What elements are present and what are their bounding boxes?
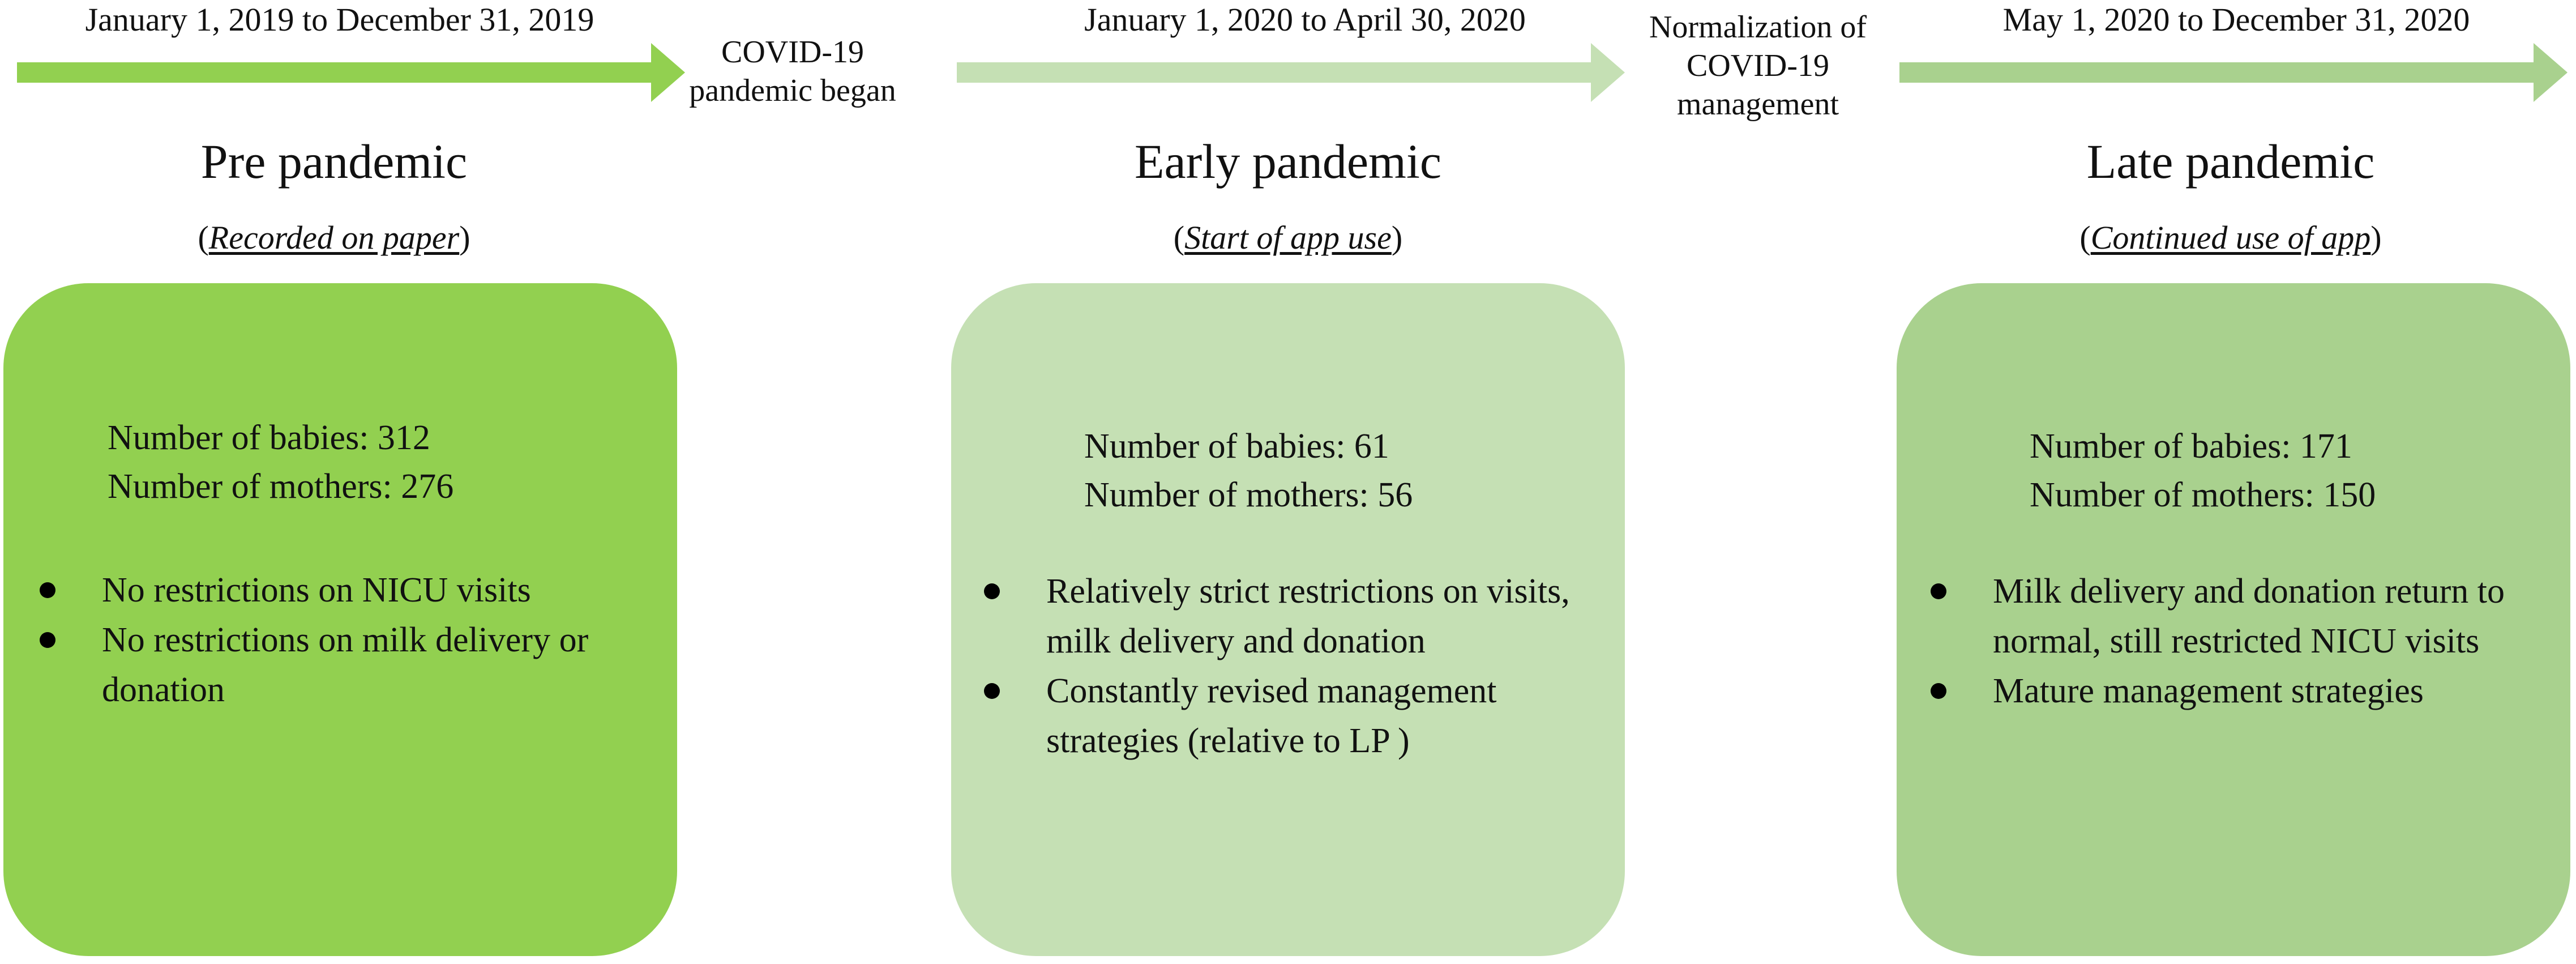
period-2-timeline-arrow: [957, 43, 1625, 102]
period-2-bullet-item: [984, 666, 1612, 766]
period-3-counts: [2030, 422, 2376, 519]
bullet-dot-icon: [984, 683, 1000, 699]
bullet-dot-icon: [1931, 583, 1946, 599]
event-normalization-line-1: Normalization of: [1649, 10, 1867, 45]
period-2-babies-count: Number of babies: 61: [1084, 427, 1389, 466]
period-1-bullet-item: [40, 565, 668, 615]
period-2-bullets: [984, 566, 1612, 766]
period-1-timeline-arrow: [17, 43, 685, 102]
period-1-bullets: [40, 565, 668, 715]
period-2-arrow-shaft: [957, 62, 1591, 83]
bullet-dot-icon: [40, 582, 55, 598]
event-pandemic-began-line-2: pandemic began: [689, 73, 896, 108]
period-3-date-range: May 1, 2020 to December 31, 2020: [2002, 1, 2470, 38]
period-1-note: (Recorded on paper): [198, 219, 470, 256]
period-3-babies-count: Number of babies: 171: [2030, 427, 2352, 466]
period-3-bullet-text: Milk delivery and donation return to normal, still restricted NICU visits: [1993, 572, 2505, 660]
period-3-title: Late pandemic: [2086, 134, 2375, 189]
period-2-bullet-item: [984, 566, 1612, 666]
period-3-arrow-head: [2534, 43, 2568, 102]
period-3-note: (Continued use of app): [2079, 219, 2382, 256]
period-3-bullets: [1931, 566, 2559, 716]
period-2-date-range: January 1, 2020 to April 30, 2020: [1084, 1, 1526, 38]
period-3-arrow-shaft: [1899, 62, 2534, 83]
period-2-note: (Start of app use): [1173, 219, 1403, 256]
event-pandemic-began-line-1: COVID-19: [721, 35, 864, 70]
event-normalization-line-2: COVID-19: [1687, 48, 1829, 83]
bullet-dot-icon: [1931, 683, 1946, 699]
event-normalization-line-3: management: [1676, 87, 1839, 122]
period-1-arrow-shaft: [17, 62, 651, 83]
period-1-counts: [108, 413, 453, 511]
period-2-counts: [1084, 422, 1413, 519]
period-2-bullet-text: Relatively strict restrictions on visits, milk delivery and donation: [1046, 572, 1570, 660]
period-3-bullet-item: [1931, 566, 2559, 666]
period-1-bullet-item: [40, 615, 668, 715]
period-3-bullet-text: Mature management strategies: [1993, 672, 2424, 710]
period-1-bullet-text: No restrictions on milk delivery or donation: [102, 621, 589, 709]
period-2-mothers-count: Number of mothers: 56: [1084, 476, 1413, 514]
period-2-arrow-head: [1591, 43, 1625, 102]
period-3-bullet-item: [1931, 666, 2559, 716]
period-3-note-text: Continued use of app: [2090, 219, 2371, 256]
event-pandemic-began: [688, 33, 897, 110]
period-1-mothers-count: Number of mothers: 276: [108, 467, 454, 506]
period-1-title: Pre pandemic: [200, 134, 468, 189]
period-2-bullet-text: Constantly revised management strategies (relative to LP ): [1046, 672, 1497, 760]
period-1-note-text: Recorded on paper: [208, 219, 460, 256]
period-1-babies-count: Number of babies: 312: [108, 419, 430, 457]
period-2-title: Early pandemic: [1134, 134, 1442, 189]
bullet-dot-icon: [40, 632, 55, 648]
period-3-timeline-arrow: [1899, 43, 2568, 102]
bullet-dot-icon: [984, 583, 1000, 599]
period-3-mothers-count: Number of mothers: 150: [2030, 476, 2376, 514]
event-normalization: [1628, 8, 1888, 123]
period-1-arrow-head: [651, 43, 685, 102]
period-1-date-range: January 1, 2019 to December 31, 2019: [85, 1, 594, 38]
period-2-note-text: Start of app use: [1184, 219, 1392, 256]
period-1-bullet-text: No restrictions on NICU visits: [102, 571, 531, 609]
